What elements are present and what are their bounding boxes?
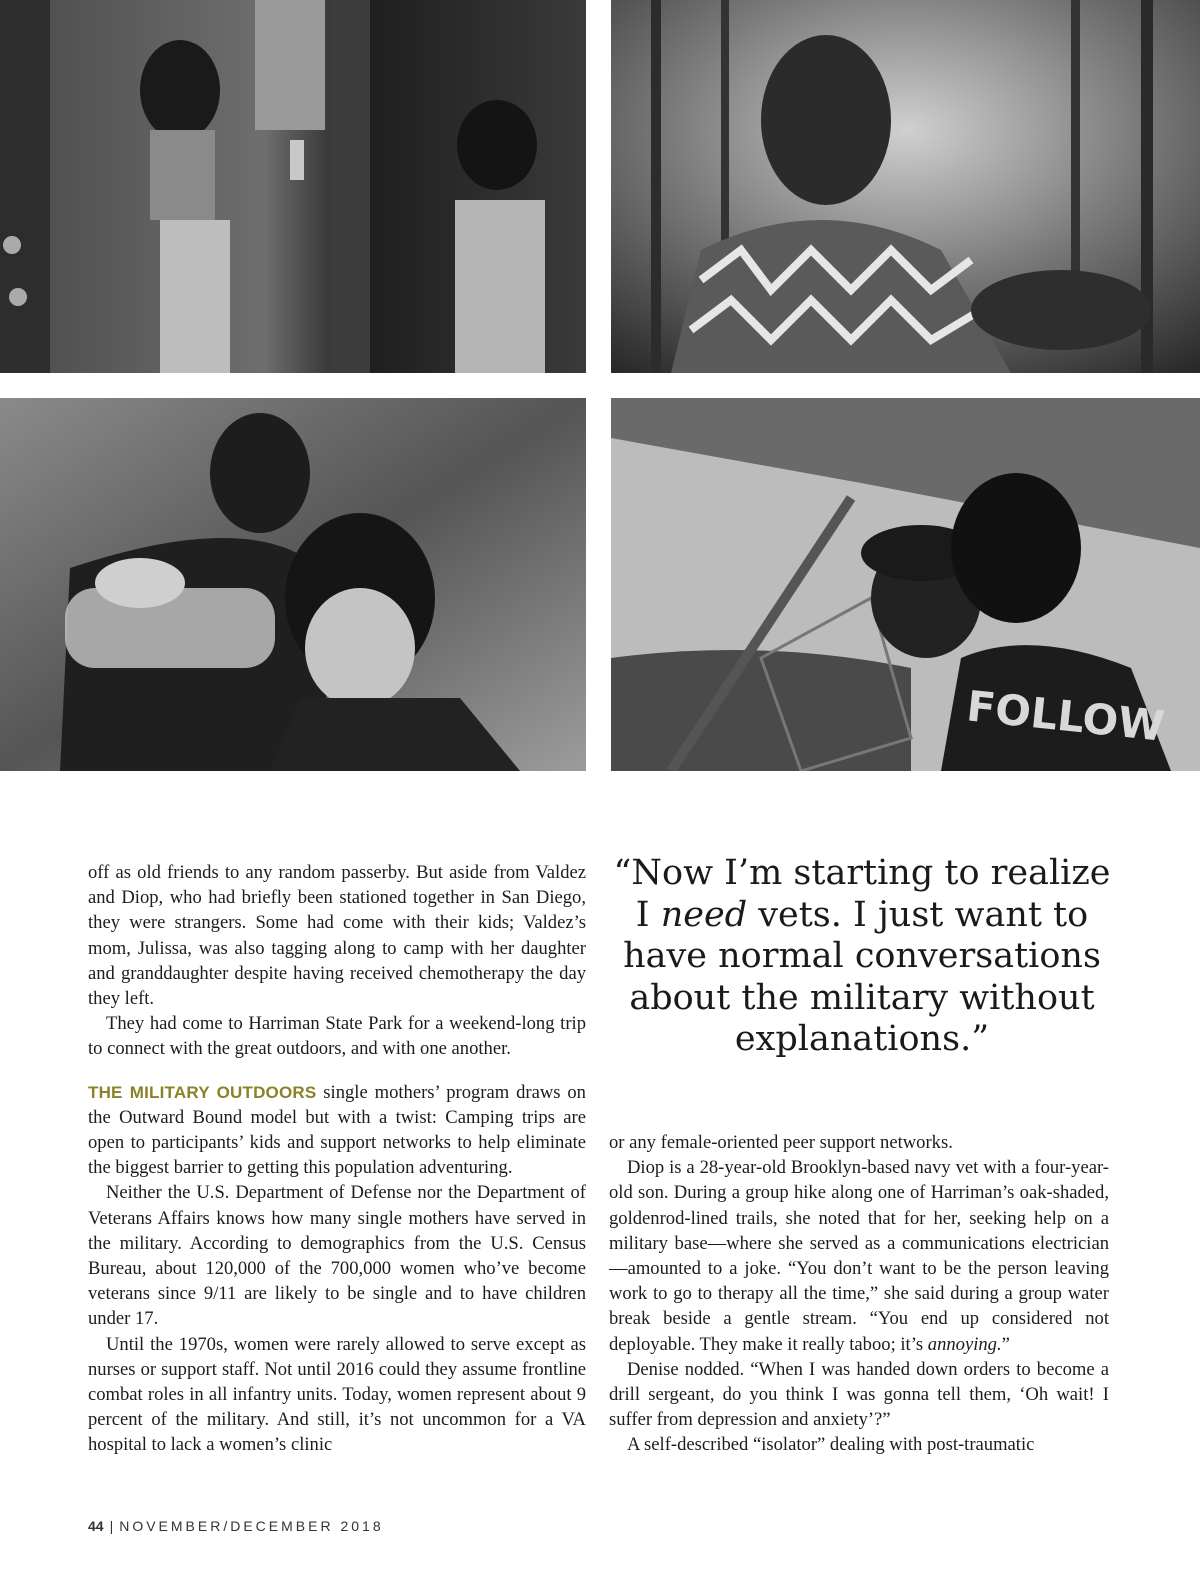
article-paragraph: Until the 1970s, women were rarely allowed to serve except as nurses or support staff. Not until 2016 could they assume frontline combat roles in all infantry units. Today, women represent about 9 percent of the military. And still, it’s not uncommon for a VA hospital to lack a women’s clinic: [88, 1333, 586, 1456]
pull-quote-text: vets. I just want to have normal conversations about the military without explanations.”: [623, 894, 1101, 1059]
article-paragraph: off as old friends to any random passerby. But aside from Valdez and Diop, who had briefly been stationed together in San Diego, they were strangers. Some had come with their kids; Valdez’s mom, Julissa, was also tagging along to camp with her daughter and granddaughter despite having received chemotherapy the day they left.: [88, 862, 586, 1010]
article-paragraph: Denise nodded. “When I was handed down orders to become a drill sergeant, do you think I was gonna tell them, ‘Oh wait! I suffer from depression and anxiety’?”: [609, 1358, 1109, 1431]
photo-lookout-graphic: [611, 398, 1200, 771]
pull-quote-emphasis: need: [660, 894, 748, 935]
pull-quote: [612, 853, 1112, 1061]
article-paragraph-text: ”: [1001, 1333, 1010, 1355]
svg-text:FOLLOW: FOLLOW: [964, 681, 1167, 751]
photo-woman-and-girl-in-lookout: [611, 398, 1200, 771]
photo-pouring-water-graphic: [0, 398, 586, 771]
article-paragraph: Neither the U.S. Department of Defense nor the Department of Veterans Affairs knows how many single mothers have served in the military. According to demographics from the U.S. Census Bureau, about 120,000 of the 700,000 women who’ve become veterans since 9/11 are likely to be single and to have children under 17.: [88, 1182, 586, 1330]
section-paragraph-text: single mothers’ program draws on the Outward Bound model but with a twist: Camping trips are open to participants’ kids and support networks to help eliminate the biggest barrier to getting this population adventuring.: [88, 1081, 586, 1179]
photo-woman-pouring-water-for-boy: [0, 398, 586, 771]
page-number: 44: [88, 1518, 104, 1534]
article-paragraph: or any female-oriented peer support networks.: [609, 1132, 953, 1153]
photo-smiling-woman-graphic: [611, 0, 1200, 373]
page-folio: [88, 1518, 384, 1534]
photo-smiling-woman-in-forest: [611, 0, 1200, 373]
photo-girls-in-doorway-graphic: [0, 0, 586, 373]
section-lead-in: THE MILITARY OUTDOORS: [88, 1082, 317, 1102]
pull-quote-text: “Now I’m starting to realize I: [613, 853, 1111, 935]
section-paragraph: [88, 1080, 586, 1181]
article-paragraph: They had come to Harriman State Park for a weekend-long trip to connect with the great outdoors, and with one another.: [88, 1013, 586, 1060]
article-paragraph-text: Diop is a 28-year-old Brooklyn-based navy vet with a four-year-old son. During a group hike along one of Harriman’s oak-shaded, goldenrod-lined trails, she noted that for her, seeking help on a military base—where she served as a communications electrician—amounted to a joke. “You don’t want to be the person leaving work to go to therapy all the time,” she said during a group water break beside a gentle stream. “You end up considered not deployable. They make it really taboo; it’s: [609, 1157, 1109, 1355]
article-column-left: [88, 860, 586, 1458]
photo-girls-in-doorway: [0, 0, 586, 373]
folio-separator: |: [109, 1518, 114, 1534]
article-emphasis: annoying.: [927, 1333, 1002, 1355]
article-paragraph: [609, 1155, 1109, 1357]
article-column-right: [609, 1130, 1109, 1458]
article-paragraph: A self-described “isolator” dealing with post-traumatic: [627, 1434, 1035, 1456]
issue-date: NOVEMBER/DECEMBER 2018: [119, 1518, 384, 1534]
